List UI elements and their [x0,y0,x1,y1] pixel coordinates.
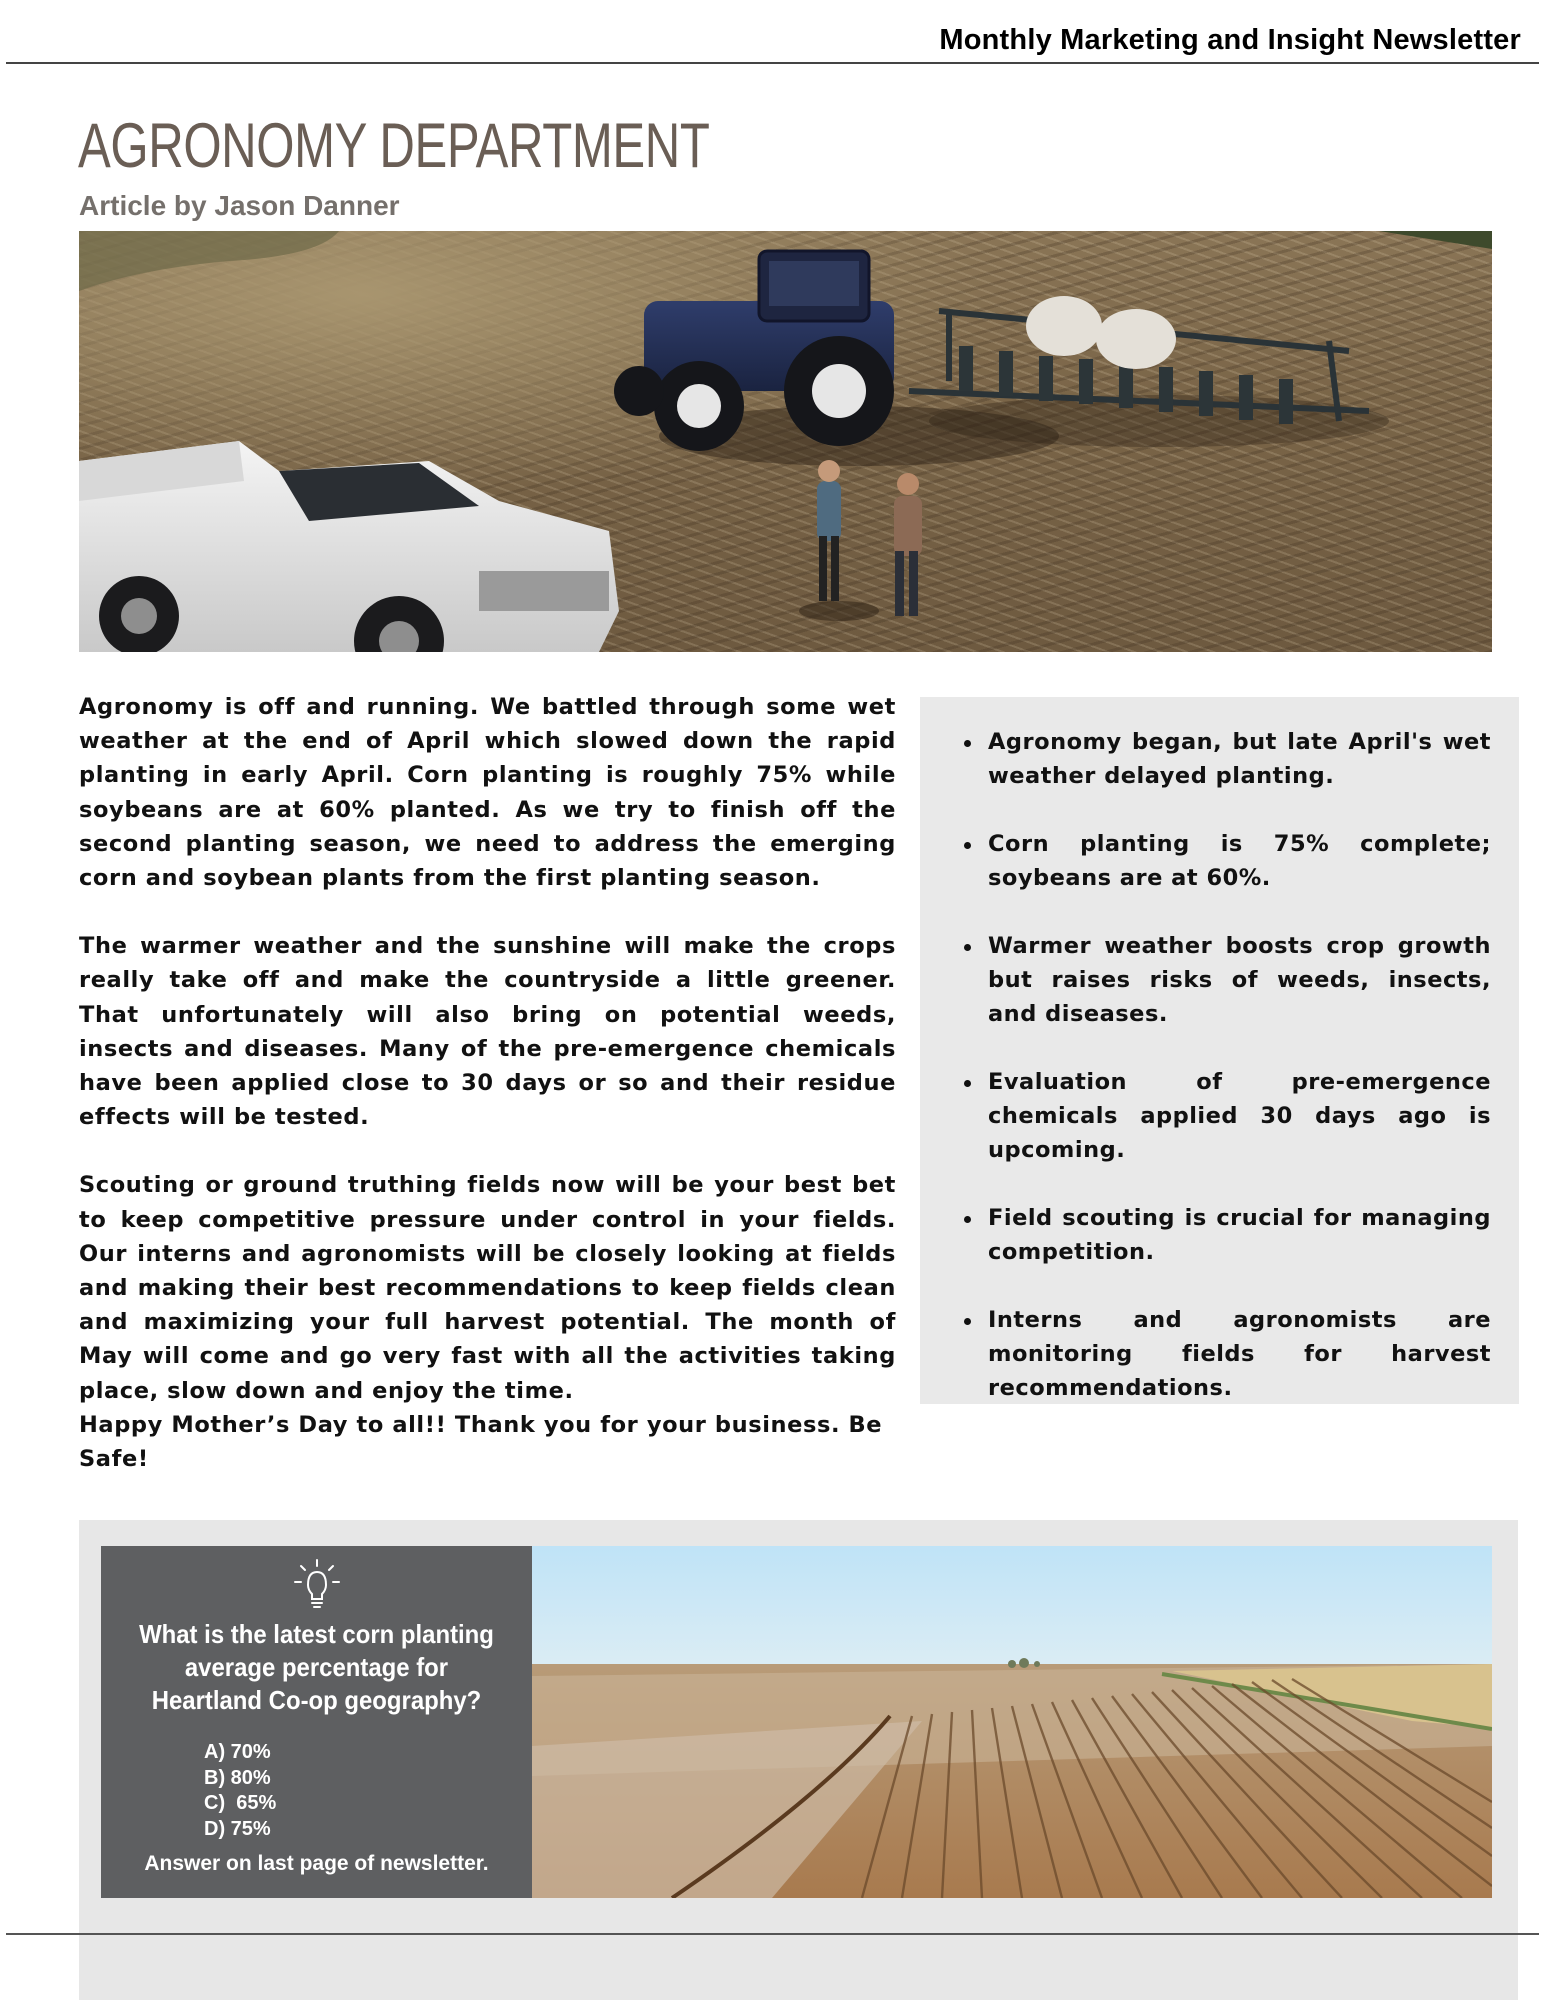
summary-list [988,725,1491,1439]
lightbulb-icon [293,1558,341,1614]
summary-bullet: Field scouting is crucial for managing competition. [988,1201,1491,1269]
summary-box [920,697,1519,1404]
header-divider [6,62,1539,64]
quiz-option: C) 65% [204,1792,277,1814]
hero-photo [79,231,1492,652]
department-title: AGRONOMY DEPARTMENT [78,111,710,181]
article-paragraph: Agronomy is off and running. We battled through some wet weather at the end of April which slowed down the rapid planting in early April. Corn planting is roughly 75% while soybeans are at 60% planted. As we try to finish off the second planting season, we need to address the emerging corn and soybean plants from the first planting season. [79,694,896,892]
summary-bullet: Interns and agronomists are monitoring fields for harvest recommendations. [988,1303,1491,1405]
field-photo [532,1546,1492,1898]
quiz-option: B) 80% [204,1766,271,1789]
article-body [79,690,896,1476]
quiz-options [204,1740,276,1842]
summary-bullet: Evaluation of pre-emergence chemicals applied 30 days ago is upcoming. [988,1065,1491,1167]
article-paragraph: Scouting or ground truthing fields now will be your best bet to keep competitive pressure under control in your fields. Our interns and agronomists will be closely looking at fields and making their best recommendations to keep fields clean and maximizing your full harvest potential. The month of May will come and go very fast with all the activities taking place, slow down and enjoy the time. [79,1172,896,1404]
summary-bullet: Warmer weather boosts crop growth but raises risks of weeds, insects, and diseases. [988,929,1491,1031]
quiz-option: A) 70% [204,1741,271,1763]
quiz-card [101,1546,532,1898]
article-closing: Happy Mother’s Day to all!! Thank you for your business. Be Safe! [79,1411,883,1473]
summary-bullet: Corn planting is 75% complete; soybeans are at 60%. [988,827,1491,895]
quiz-option: D) 75% [204,1817,271,1840]
quiz-question: What is the latest corn planting average percentage for Heartland Co-op geography? [139,1619,494,1715]
summary-bullet: Agronomy began, but late April's wet weather delayed planting. [988,725,1491,793]
quiz-answer-note: Answer on last page of newsletter. [144,1852,489,1875]
footer-divider [6,1933,1539,1935]
newsletter-title: Monthly Marketing and Insight Newsletter [939,24,1521,56]
article-paragraph: The warmer weather and the sunshine will make the crops really take off and make the countryside a little greener. That unfortunately will also bring on potential weeds, insects and diseases. Many of the pre-emergence chemicals have been applied close to 30 days or so and their residue effects will be tested. [79,933,896,1131]
article-byline: Article by Jason Danner [79,190,400,221]
